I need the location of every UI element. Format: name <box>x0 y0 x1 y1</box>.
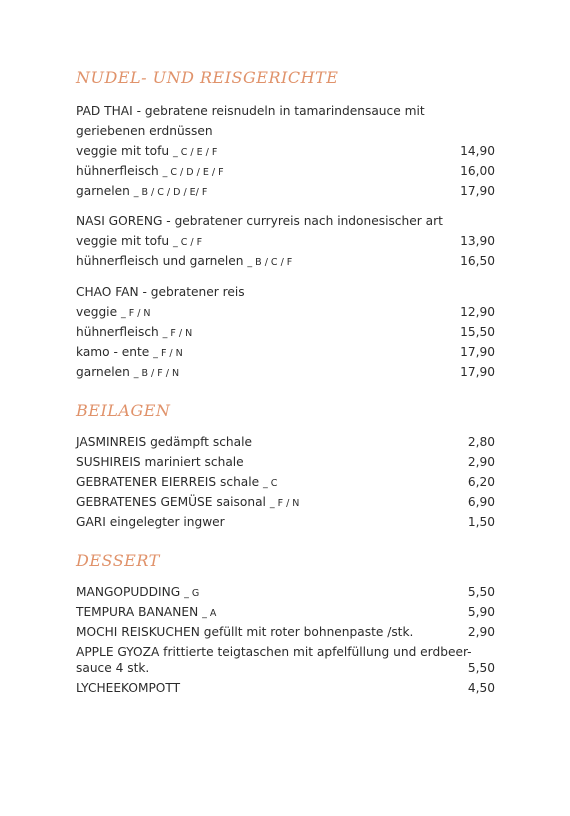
item-name: kamo - ente <box>76 345 150 359</box>
item-desc: frittierte teigtaschen mit apfelfüllung und erdbeer- <box>163 645 472 659</box>
item-caps: TEMPURA BANANEN <box>76 605 199 619</box>
item-name: garnelen <box>76 365 130 379</box>
allergen-code: _ F / N <box>153 348 183 359</box>
item-price: 13,90 <box>460 234 495 248</box>
item-price: 2,80 <box>467 435 495 449</box>
item-desc: mariniert schale <box>144 455 244 469</box>
allergen-code: _ F / N <box>269 498 300 509</box>
item-caps: APPLE GYOZA <box>76 645 160 659</box>
item-name: hühnerfleisch <box>76 164 159 178</box>
allergen-code: _ C <box>263 478 278 489</box>
allergen-code: _ B / C / D / E/ F <box>133 187 208 198</box>
item-desc: saisonal <box>216 495 266 509</box>
allergen-code: _ C / E / F <box>172 147 218 158</box>
item-price: 5,90 <box>467 605 495 619</box>
item-price: 4,50 <box>467 681 495 695</box>
item-price: 16,00 <box>460 164 495 178</box>
allergen-code: _ B / C / F <box>247 257 293 268</box>
allergen-code: _ G <box>184 588 200 599</box>
dish-header-text: CHAO FAN - gebratener reis <box>76 285 245 299</box>
dish-header-text: PAD THAI - gebratene reisnudeln in tamarindensauce mit <box>76 104 425 118</box>
item-price: 6,90 <box>467 495 495 509</box>
item-price: 5,50 <box>467 661 495 675</box>
item-name: hühnerfleisch und garnelen <box>76 254 244 268</box>
dish-header-text: NASI GORENG - gebratener curryreis nach indonesischer art <box>76 214 443 228</box>
item-caps: MOCHI REISKUCHEN <box>76 625 200 639</box>
item-price: 2,90 <box>467 625 495 639</box>
item-name: veggie mit tofu <box>76 234 170 248</box>
item-price: 6,20 <box>467 475 495 489</box>
item-price: 15,50 <box>460 325 495 339</box>
item-caps: SUSHIREIS <box>76 455 141 469</box>
item-desc: gedämpft schale <box>150 435 252 449</box>
allergen-code: _ C / D / E / F <box>162 167 224 178</box>
item-price: 17,90 <box>460 184 495 198</box>
dish-header-text: geriebenen erdnüssen <box>76 124 213 138</box>
item-name: veggie <box>76 305 118 319</box>
item-price: 14,90 <box>460 144 495 158</box>
item-caps: GEBRATENER EIERREIS <box>76 475 217 489</box>
item-name: garnelen <box>76 184 130 198</box>
item-price: 17,90 <box>460 365 495 379</box>
item-caps: GARI <box>76 515 106 529</box>
section-title-sides: BEILAGEN <box>76 401 171 420</box>
item-price: 1,50 <box>467 515 495 529</box>
item-desc: gefüllt mit roter bohnenpaste /stk. <box>203 625 414 639</box>
allergen-code: _ B / F / N <box>133 368 180 379</box>
allergen-code: _ C / F <box>172 237 203 248</box>
item-desc: sauce 4 stk. <box>76 661 150 675</box>
item-name: veggie mit tofu <box>76 144 170 158</box>
item-desc: eingelegter ingwer <box>109 515 225 529</box>
item-price: 5,50 <box>467 585 495 599</box>
item-price: 16,50 <box>460 254 495 268</box>
item-desc: schale <box>220 475 260 489</box>
item-price: 2,90 <box>467 455 495 469</box>
item-caps: LYCHEEKOMPOTT <box>76 681 181 695</box>
section-title-dessert: DESSERT <box>76 551 160 570</box>
item-price: 12,90 <box>460 305 495 319</box>
allergen-code: _ A <box>202 608 217 619</box>
item-price: 17,90 <box>460 345 495 359</box>
item-caps: JASMINREIS <box>76 435 147 449</box>
allergen-code: _ F / N <box>120 308 151 319</box>
item-caps: MANGOPUDDING <box>76 585 181 599</box>
allergen-code: _ F / N <box>162 328 193 339</box>
item-name: hühnerfleisch <box>76 325 159 339</box>
item-caps: GEBRATENES GEMÜSE <box>76 495 213 509</box>
section-title-noodles: NUDEL- UND REISGERICHTE <box>76 68 339 87</box>
